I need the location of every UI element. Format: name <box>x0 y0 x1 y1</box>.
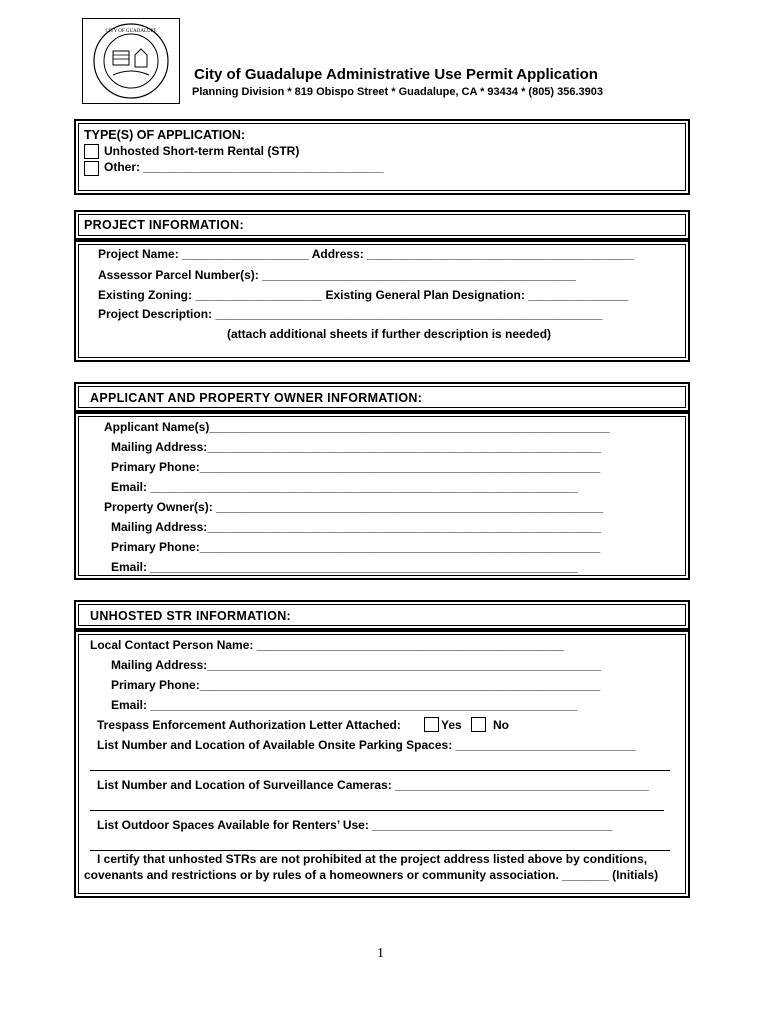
applicant-section <box>74 412 690 580</box>
trespass-label: Trespass Enforcement Authorization Letter Attached: <box>97 718 401 732</box>
seal-icon <box>83 19 179 103</box>
str-type-checkbox[interactable] <box>84 144 99 159</box>
certify-line-2[interactable]: covenants and restrictions or by rules of a homeowners or community association. _______ (Initials) <box>84 868 659 882</box>
other-type-checkbox[interactable] <box>84 161 99 176</box>
page-title: City of Guadalupe Administrative Use Permit Application <box>194 66 598 83</box>
attach-note: (attach additional sheets if further description is needed) <box>227 327 552 341</box>
certify-line-1: I certify that unhosted STRs are not prohibited at the project address listed above by conditions, <box>97 852 648 866</box>
trespass-yes-checkbox[interactable] <box>424 717 439 732</box>
project-heading: PROJECT INFORMATION: <box>84 218 244 232</box>
str-email-field[interactable]: Email: ________________________________________________________________ <box>111 698 578 712</box>
seal-text: CITY OF GUADALUPE <box>105 29 157 34</box>
page-subtitle: Planning Division * 819 Obispo Street * Guadalupe, CA * 93434 * (805) 356.3903 <box>192 86 604 98</box>
applicant-mailing-field[interactable]: Mailing Address:___________________________________________________________ <box>111 440 601 454</box>
zoning-field[interactable]: Existing Zoning: ___________________ Existing General Plan Designation: _______________ <box>98 288 629 302</box>
owner-email-field[interactable]: Email: ________________________________________________________________ <box>111 560 578 574</box>
trespass-no-label: No <box>493 718 509 732</box>
str-mailing-field[interactable]: Mailing Address:___________________________________________________________ <box>111 658 601 672</box>
owner-mailing-field[interactable]: Mailing Address:___________________________________________________________ <box>111 520 601 534</box>
outdoor-continuation-line[interactable] <box>90 850 670 851</box>
trespass-yes-label: Yes <box>441 718 462 732</box>
cameras-field[interactable]: List Number and Location of Surveillance Cameras: ______________________________________ <box>97 778 649 792</box>
owner-phone-field[interactable]: Primary Phone:____________________________________________________________ <box>111 540 601 554</box>
parking-field[interactable]: List Number and Location of Available Onsite Parking Spaces: ___________________________ <box>97 738 636 752</box>
owner-name-field[interactable]: Property Owner(s): __________________________________________________________ <box>104 500 604 514</box>
str-heading: UNHOSTED STR INFORMATION: <box>90 609 292 623</box>
project-description-field[interactable]: Project Description: __________________________________________________________ <box>98 307 603 321</box>
applicant-heading: APPLICANT AND PROPERTY OWNER INFORMATION: <box>90 391 423 405</box>
city-seal <box>82 18 180 104</box>
applicant-email-field[interactable]: Email: ________________________________________________________________ <box>111 480 578 494</box>
other-type-label[interactable]: Other: ____________________________________ <box>104 160 384 174</box>
project-name-address-field[interactable]: Project Name: ___________________ Address: ________________________________________ <box>98 247 635 261</box>
parking-continuation-line[interactable] <box>90 770 670 771</box>
outdoor-spaces-field[interactable]: List Outdoor Spaces Available for Renters’ Use: ____________________________________ <box>97 818 613 832</box>
parcel-number-field[interactable]: Assessor Parcel Number(s): _______________________________________________ <box>98 268 576 282</box>
applicant-name-field[interactable]: Applicant Name(s)____________________________________________________________ <box>104 420 610 434</box>
str-type-label: Unhosted Short-term Rental (STR) <box>104 144 300 158</box>
types-heading: TYPE(S) OF APPLICATION: <box>84 128 246 142</box>
cameras-continuation-line[interactable] <box>90 810 664 811</box>
page-number: 1 <box>377 946 384 961</box>
trespass-no-checkbox[interactable] <box>471 717 486 732</box>
local-contact-field[interactable]: Local Contact Person Name: ______________________________________________ <box>90 638 564 652</box>
str-phone-field[interactable]: Primary Phone:____________________________________________________________ <box>111 678 601 692</box>
applicant-phone-field[interactable]: Primary Phone:____________________________________________________________ <box>111 460 601 474</box>
